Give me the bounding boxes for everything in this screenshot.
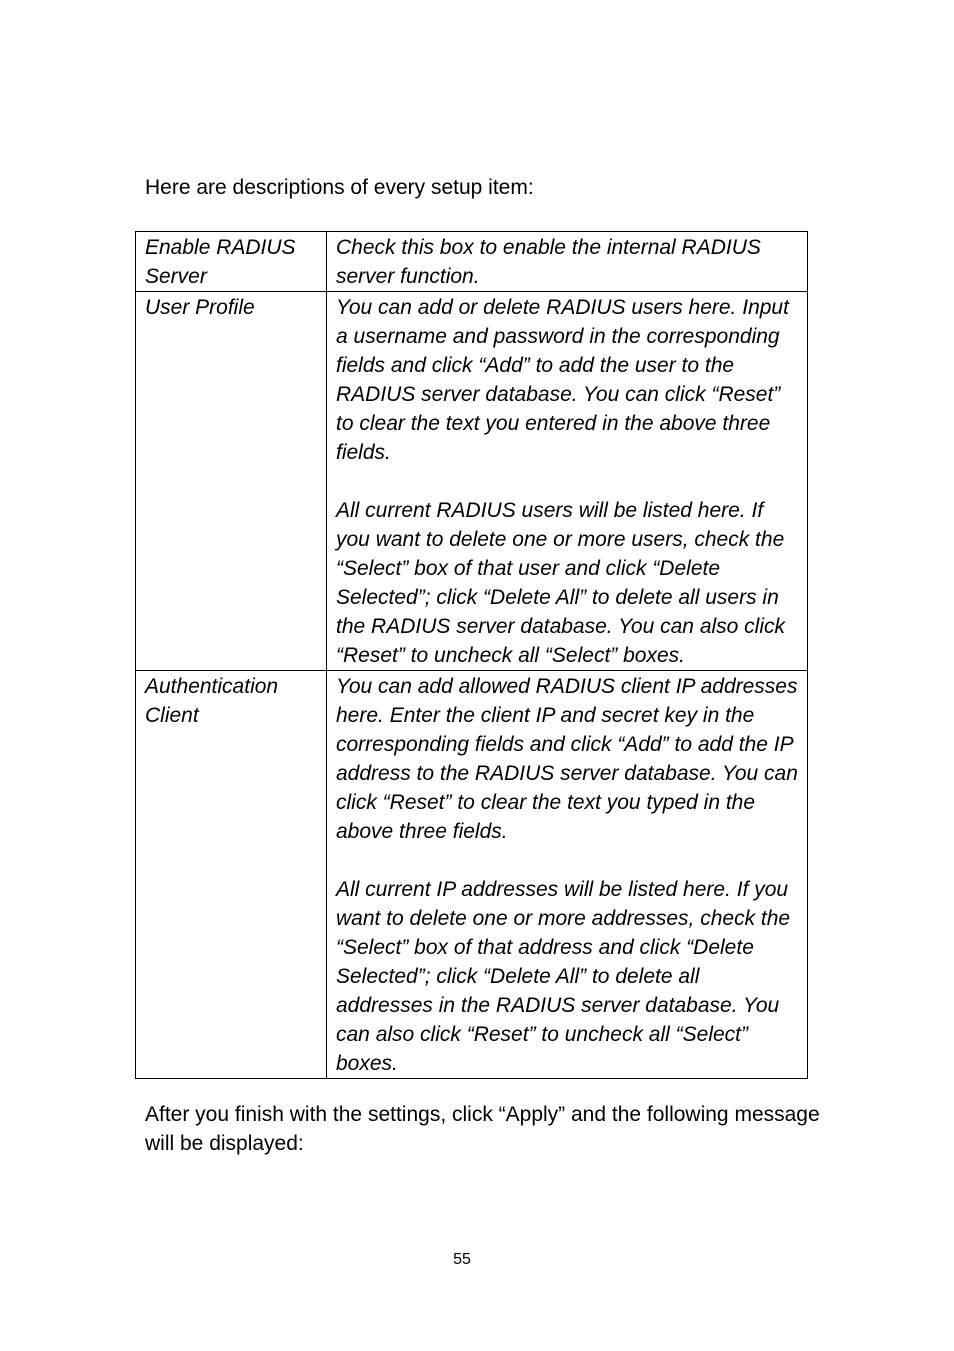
table-row xyxy=(136,671,808,1079)
description-paragraph: All current IP addresses will be listed here. If you want to delete one or more addresses, check the “Select” box of that address and click “Delete Selected”; click “Delete All” to delete all addresses in the RADIUS server database. You can also click “Reset” to uncheck all “Select” boxes. xyxy=(336,878,791,1075)
item-name: Enable RADIUS Server xyxy=(136,232,327,292)
description-paragraph: All current RADIUS users will be listed here. If you want to delete one or more users, check the “Select” box of that user and click “Delete Selected”; click “Delete All” to delete all users in the RADIUS server database. You can also click “Reset” to uncheck all “Select” boxes. xyxy=(336,499,786,667)
item-description xyxy=(327,232,808,292)
table-row xyxy=(136,292,808,671)
description-paragraph: You can add or delete RADIUS users here. Input a username and password in the corresponding fields and click “Add” to add the user to the RADIUS server database. You can click “Reset” to clear the text you entered in the above three fields. xyxy=(336,296,789,464)
item-description xyxy=(327,292,808,671)
item-name: Authentication Client xyxy=(136,671,327,1079)
item-description xyxy=(327,671,808,1079)
page-number: 55 xyxy=(453,1251,471,1268)
intro-text: Here are descriptions of every setup item: xyxy=(145,176,534,199)
description-paragraph: Check this box to enable the internal RADIUS server function. xyxy=(336,236,761,288)
setup-items-table xyxy=(135,231,808,1079)
item-name: User Profile xyxy=(136,292,327,671)
outro-text: After you finish with the settings, click “Apply” and the following message will be displayed: xyxy=(145,1103,820,1155)
description-paragraph: You can add allowed RADIUS client IP addresses here. Enter the client IP and secret key in the corresponding fields and click “Add” to add the IP address to the RADIUS server database. You can click “Reset” to clear the text you typed in the above three fields. xyxy=(336,675,798,843)
table-row xyxy=(136,232,808,292)
